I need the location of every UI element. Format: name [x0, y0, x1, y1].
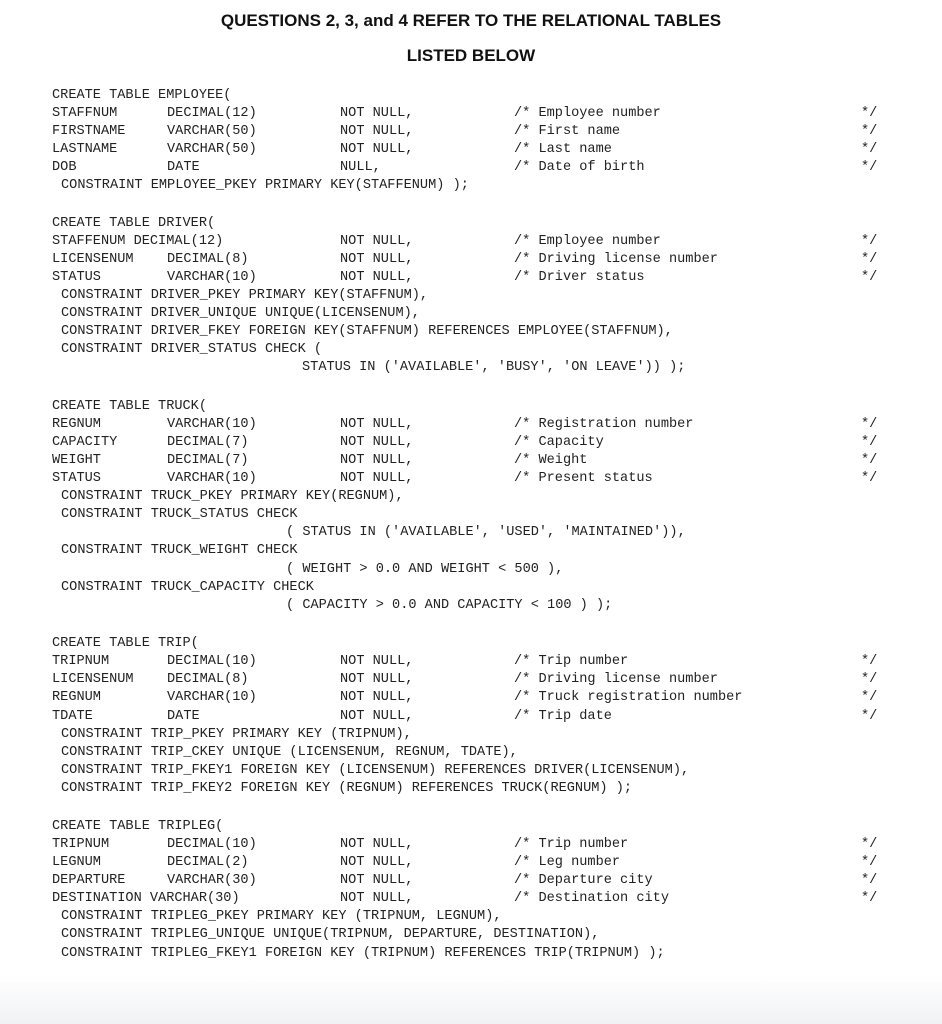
constraint-line: CONSTRAINT TRIP_CKEY UNIQUE (LICENSENUM, REGNUM, TDATE), — [61, 745, 518, 760]
constraint-line: CONSTRAINT TRIPLEG_FKEY1 FOREIGN KEY (TRIPNUM) REFERENCES TRIP(TRIPNUM) ); — [61, 946, 665, 961]
column-type: VARCHAR(50) — [167, 142, 257, 157]
column-null: NOT NULL, — [340, 873, 414, 888]
constraint-line: CONSTRAINT TRUCK_PKEY PRIMARY KEY(REGNUM), — [61, 489, 404, 504]
column-comment: /* Date of birth — [514, 160, 645, 175]
column-name: LEGNUM — [52, 855, 101, 870]
column-comment: /* Last name — [514, 142, 612, 157]
column-null: NOT NULL, — [340, 417, 414, 432]
constraint-continuation: ( WEIGHT > 0.0 AND WEIGHT < 500 ), — [286, 562, 564, 577]
constraint-line: CONSTRAINT EMPLOYEE_PKEY PRIMARY KEY(STAFFENUM) ); — [61, 178, 469, 193]
comment-end: */ — [861, 654, 878, 669]
column-name: DOB — [52, 160, 77, 175]
comment-end: */ — [861, 234, 878, 249]
column-null: NOT NULL, — [340, 672, 414, 687]
column-null: NOT NULL, — [340, 690, 414, 705]
column-type: VARCHAR(10) — [167, 690, 257, 705]
constraint-line: CONSTRAINT TRIPLEG_UNIQUE UNIQUE(TRIPNUM, DEPARTURE, DESTINATION), — [61, 927, 600, 942]
column-null: NOT NULL, — [340, 124, 414, 139]
column-comment: /* First name — [514, 124, 621, 139]
column-name: LASTNAME — [52, 142, 118, 157]
comment-end: */ — [861, 106, 878, 121]
column-comment: /* Driver status — [514, 270, 645, 285]
column-comment: /* Capacity — [514, 435, 604, 450]
column-null: NOT NULL, — [340, 837, 414, 852]
column-comment: /* Present status — [514, 471, 653, 486]
constraint-continuation: ( STATUS IN ('AVAILABLE', 'USED', 'MAINTAINED')), — [286, 525, 686, 540]
column-comment: /* Registration number — [514, 417, 694, 432]
comment-end: */ — [861, 142, 878, 157]
column-type: DECIMAL(8) — [167, 252, 249, 267]
column-null: NOT NULL, — [340, 270, 414, 285]
column-type: DECIMAL(7) — [167, 453, 249, 468]
comment-end: */ — [861, 417, 878, 432]
constraint-line: CONSTRAINT TRIP_PKEY PRIMARY KEY (TRIPNUM), — [61, 727, 412, 742]
column-type: VARCHAR(10) — [167, 270, 257, 285]
column-name: REGNUM — [52, 417, 101, 432]
column-comment: /* Weight — [514, 453, 588, 468]
column-type: VARCHAR(30) — [167, 873, 257, 888]
column-null: NOT NULL, — [340, 891, 414, 906]
constraint-continuation: STATUS IN ('AVAILABLE', 'BUSY', 'ON LEAVE')) ); — [302, 360, 686, 375]
column-type: DECIMAL(8) — [167, 672, 249, 687]
column-null: NOT NULL, — [340, 142, 414, 157]
column-name: FIRSTNAME — [52, 124, 126, 139]
comment-end: */ — [861, 160, 878, 175]
column-null: NULL, — [340, 160, 381, 175]
column-name: TRIPNUM — [52, 837, 110, 852]
heading-line-1: QUESTIONS 2, 3, and 4 REFER TO THE RELATIONAL TABLES — [220, 11, 722, 30]
column-comment: /* Leg number — [514, 855, 621, 870]
comment-end: */ — [861, 855, 878, 870]
create-trip: CREATE TABLE TRIP( — [52, 636, 199, 651]
column-type: DECIMAL(7) — [167, 435, 249, 450]
column-name: WEIGHT — [52, 453, 101, 468]
column-null: NOT NULL, — [340, 252, 414, 267]
comment-end: */ — [861, 891, 878, 906]
column-comment: /* Employee number — [514, 234, 661, 249]
comment-end: */ — [861, 873, 878, 888]
column-type: DATE — [167, 160, 200, 175]
column-type: DECIMAL(10) — [167, 837, 257, 852]
create-employee: CREATE TABLE EMPLOYEE( — [52, 88, 232, 103]
column-null: NOT NULL, — [340, 453, 414, 468]
column-comment: /* Trip number — [514, 837, 629, 852]
column-type: VARCHAR(50) — [167, 124, 257, 139]
column-type: DECIMAL(2) — [167, 855, 249, 870]
column-null: NOT NULL, — [340, 234, 414, 249]
column-type: DECIMAL(12) — [167, 106, 257, 121]
column-comment: /* Departure city — [514, 873, 653, 888]
column-comment: /* Destination city — [514, 891, 669, 906]
constraint-line: CONSTRAINT DRIVER_PKEY PRIMARY KEY(STAFFNUM), — [61, 288, 429, 303]
comment-end: */ — [861, 124, 878, 139]
create-driver: CREATE TABLE DRIVER( — [52, 216, 216, 231]
constraint-line: CONSTRAINT TRIP_FKEY2 FOREIGN KEY (REGNUM) REFERENCES TRUCK(REGNUM) ); — [61, 781, 633, 796]
constraint-line: CONSTRAINT DRIVER_FKEY FOREIGN KEY(STAFFNUM) REFERENCES EMPLOYEE(STAFFNUM), — [61, 324, 673, 339]
column-null: NOT NULL, — [340, 855, 414, 870]
column-null: NOT NULL, — [340, 471, 414, 486]
create-tripleg: CREATE TABLE TRIPLEG( — [52, 819, 224, 834]
column-comment: /* Driving license number — [514, 252, 718, 267]
column-null: NOT NULL, — [340, 106, 414, 121]
column-comment: /* Trip date — [514, 709, 612, 724]
column-type: VARCHAR(10) — [167, 471, 257, 486]
constraint-line: CONSTRAINT TRIPLEG_PKEY PRIMARY KEY (TRIPNUM, LEGNUM), — [61, 909, 502, 924]
column-name: STAFFENUM DECIMAL(12) — [52, 234, 224, 249]
column-type: VARCHAR(10) — [167, 417, 257, 432]
constraint-line: CONSTRAINT DRIVER_UNIQUE UNIQUE(LICENSENUM), — [61, 306, 420, 321]
column-name: TRIPNUM — [52, 654, 110, 669]
comment-end: */ — [861, 435, 878, 450]
column-name: DESTINATION VARCHAR(30) — [52, 891, 240, 906]
column-null: NOT NULL, — [340, 435, 414, 450]
column-name: LICENSENUM — [52, 672, 134, 687]
column-comment: /* Trip number — [514, 654, 629, 669]
constraint-line: CONSTRAINT TRIP_FKEY1 FOREIGN KEY (LICENSENUM) REFERENCES DRIVER(LICENSENUM), — [61, 763, 690, 778]
comment-end: */ — [861, 270, 878, 285]
constraint-continuation: ( CAPACITY > 0.0 AND CAPACITY < 100 ) ); — [286, 598, 613, 613]
comment-end: */ — [861, 252, 878, 267]
column-name: DEPARTURE — [52, 873, 126, 888]
column-type: DECIMAL(10) — [167, 654, 257, 669]
comment-end: */ — [861, 672, 878, 687]
column-name: REGNUM — [52, 690, 101, 705]
column-null: NOT NULL, — [340, 654, 414, 669]
column-comment: /* Driving license number — [514, 672, 718, 687]
comment-end: */ — [861, 471, 878, 486]
comment-end: */ — [861, 690, 878, 705]
column-name: STAFFNUM — [52, 106, 118, 121]
column-name: CAPACITY — [52, 435, 118, 450]
column-name: TDATE — [52, 709, 93, 724]
comment-end: */ — [861, 837, 878, 852]
constraint-line: CONSTRAINT TRUCK_CAPACITY CHECK — [61, 580, 314, 595]
constraint-line: CONSTRAINT TRUCK_WEIGHT CHECK — [61, 543, 298, 558]
column-null: NOT NULL, — [340, 709, 414, 724]
column-comment: /* Truck registration number — [514, 690, 743, 705]
comment-end: */ — [861, 453, 878, 468]
create-truck: CREATE TABLE TRUCK( — [52, 399, 207, 414]
column-type: DATE — [167, 709, 200, 724]
heading-line-2: LISTED BELOW — [406, 46, 536, 65]
constraint-line: CONSTRAINT DRIVER_STATUS CHECK ( — [61, 342, 323, 357]
constraint-line: CONSTRAINT TRUCK_STATUS CHECK — [61, 507, 298, 522]
column-comment: /* Employee number — [514, 106, 661, 121]
column-name: STATUS — [52, 270, 101, 285]
column-name: LICENSENUM — [52, 252, 134, 267]
column-name: STATUS — [52, 471, 101, 486]
comment-end: */ — [861, 709, 878, 724]
